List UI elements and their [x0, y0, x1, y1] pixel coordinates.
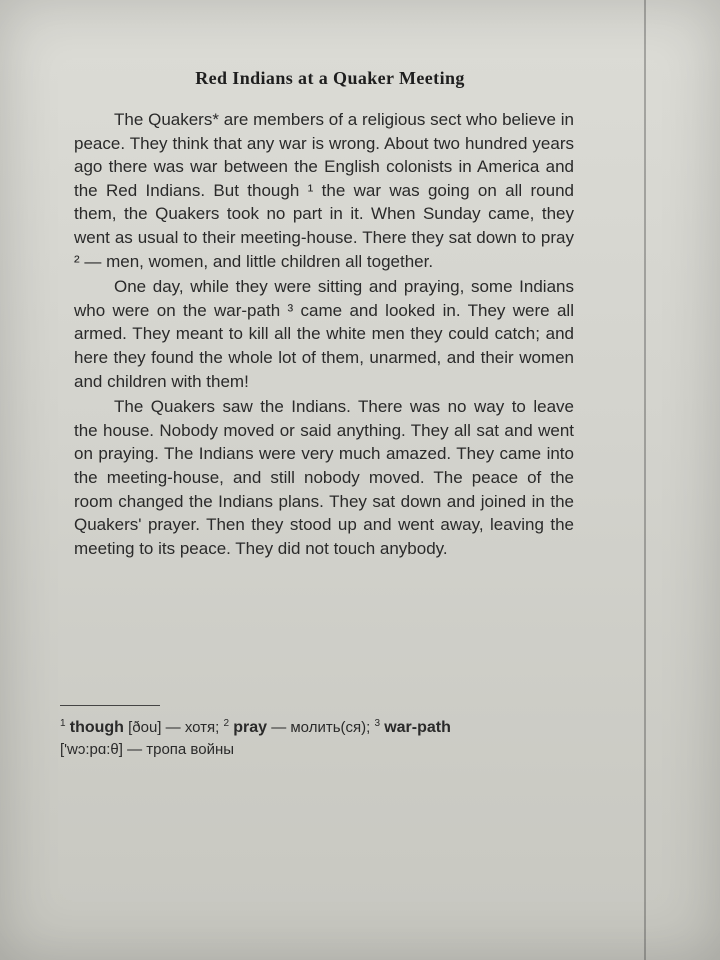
footnote-2: $^2$ pray — молить(ся); [223, 718, 371, 736]
footnote-1: $^1$ though [ðou] — хотя; [60, 718, 220, 736]
paragraph-3: The Quakers saw the Indians. There was no way to leave the house. Nobody moved or said anything. They all sat and went on praying. The Indians were very much amazed. They came into the meeting-house, and still nobody moved. The peace of the room changed the Indians plans. They sat down and joined in the Quakers' prayer. Then they stood up and went away, leaving the meeting to its peace. They did not touch anybody. [74, 397, 574, 558]
page-title: Red Indians at a Quaker Meeting [195, 68, 465, 88]
footnote-divider [60, 705, 160, 706]
page-fold [644, 0, 646, 960]
footnote-3: $^3$ war-path ['wɔ:pɑ:θ] — тропа войны [60, 718, 451, 758]
footnotes [60, 713, 580, 761]
paragraph-1: The Quakers* are members of a religious sect who believe in peace. They think that any war is wrong. About two hundred years ago there was war between the English colonists in America and the Red Indians. But though ¹ the war was going on all round them, the Quakers took no part in it. When Sunday came, they went as usual to their meeting-house. There they sat down to pray ² — men, women, and little children all together. [74, 110, 574, 271]
paragraph-2: One day, while they were sitting and praying, some Indians who were on the war-path ³ came and looked in. They were all armed. They meant to kill all the white men they could catch; and here they found the whole lot of them, unarmed, and their women and children with them! [74, 277, 574, 391]
body-text [74, 108, 574, 560]
